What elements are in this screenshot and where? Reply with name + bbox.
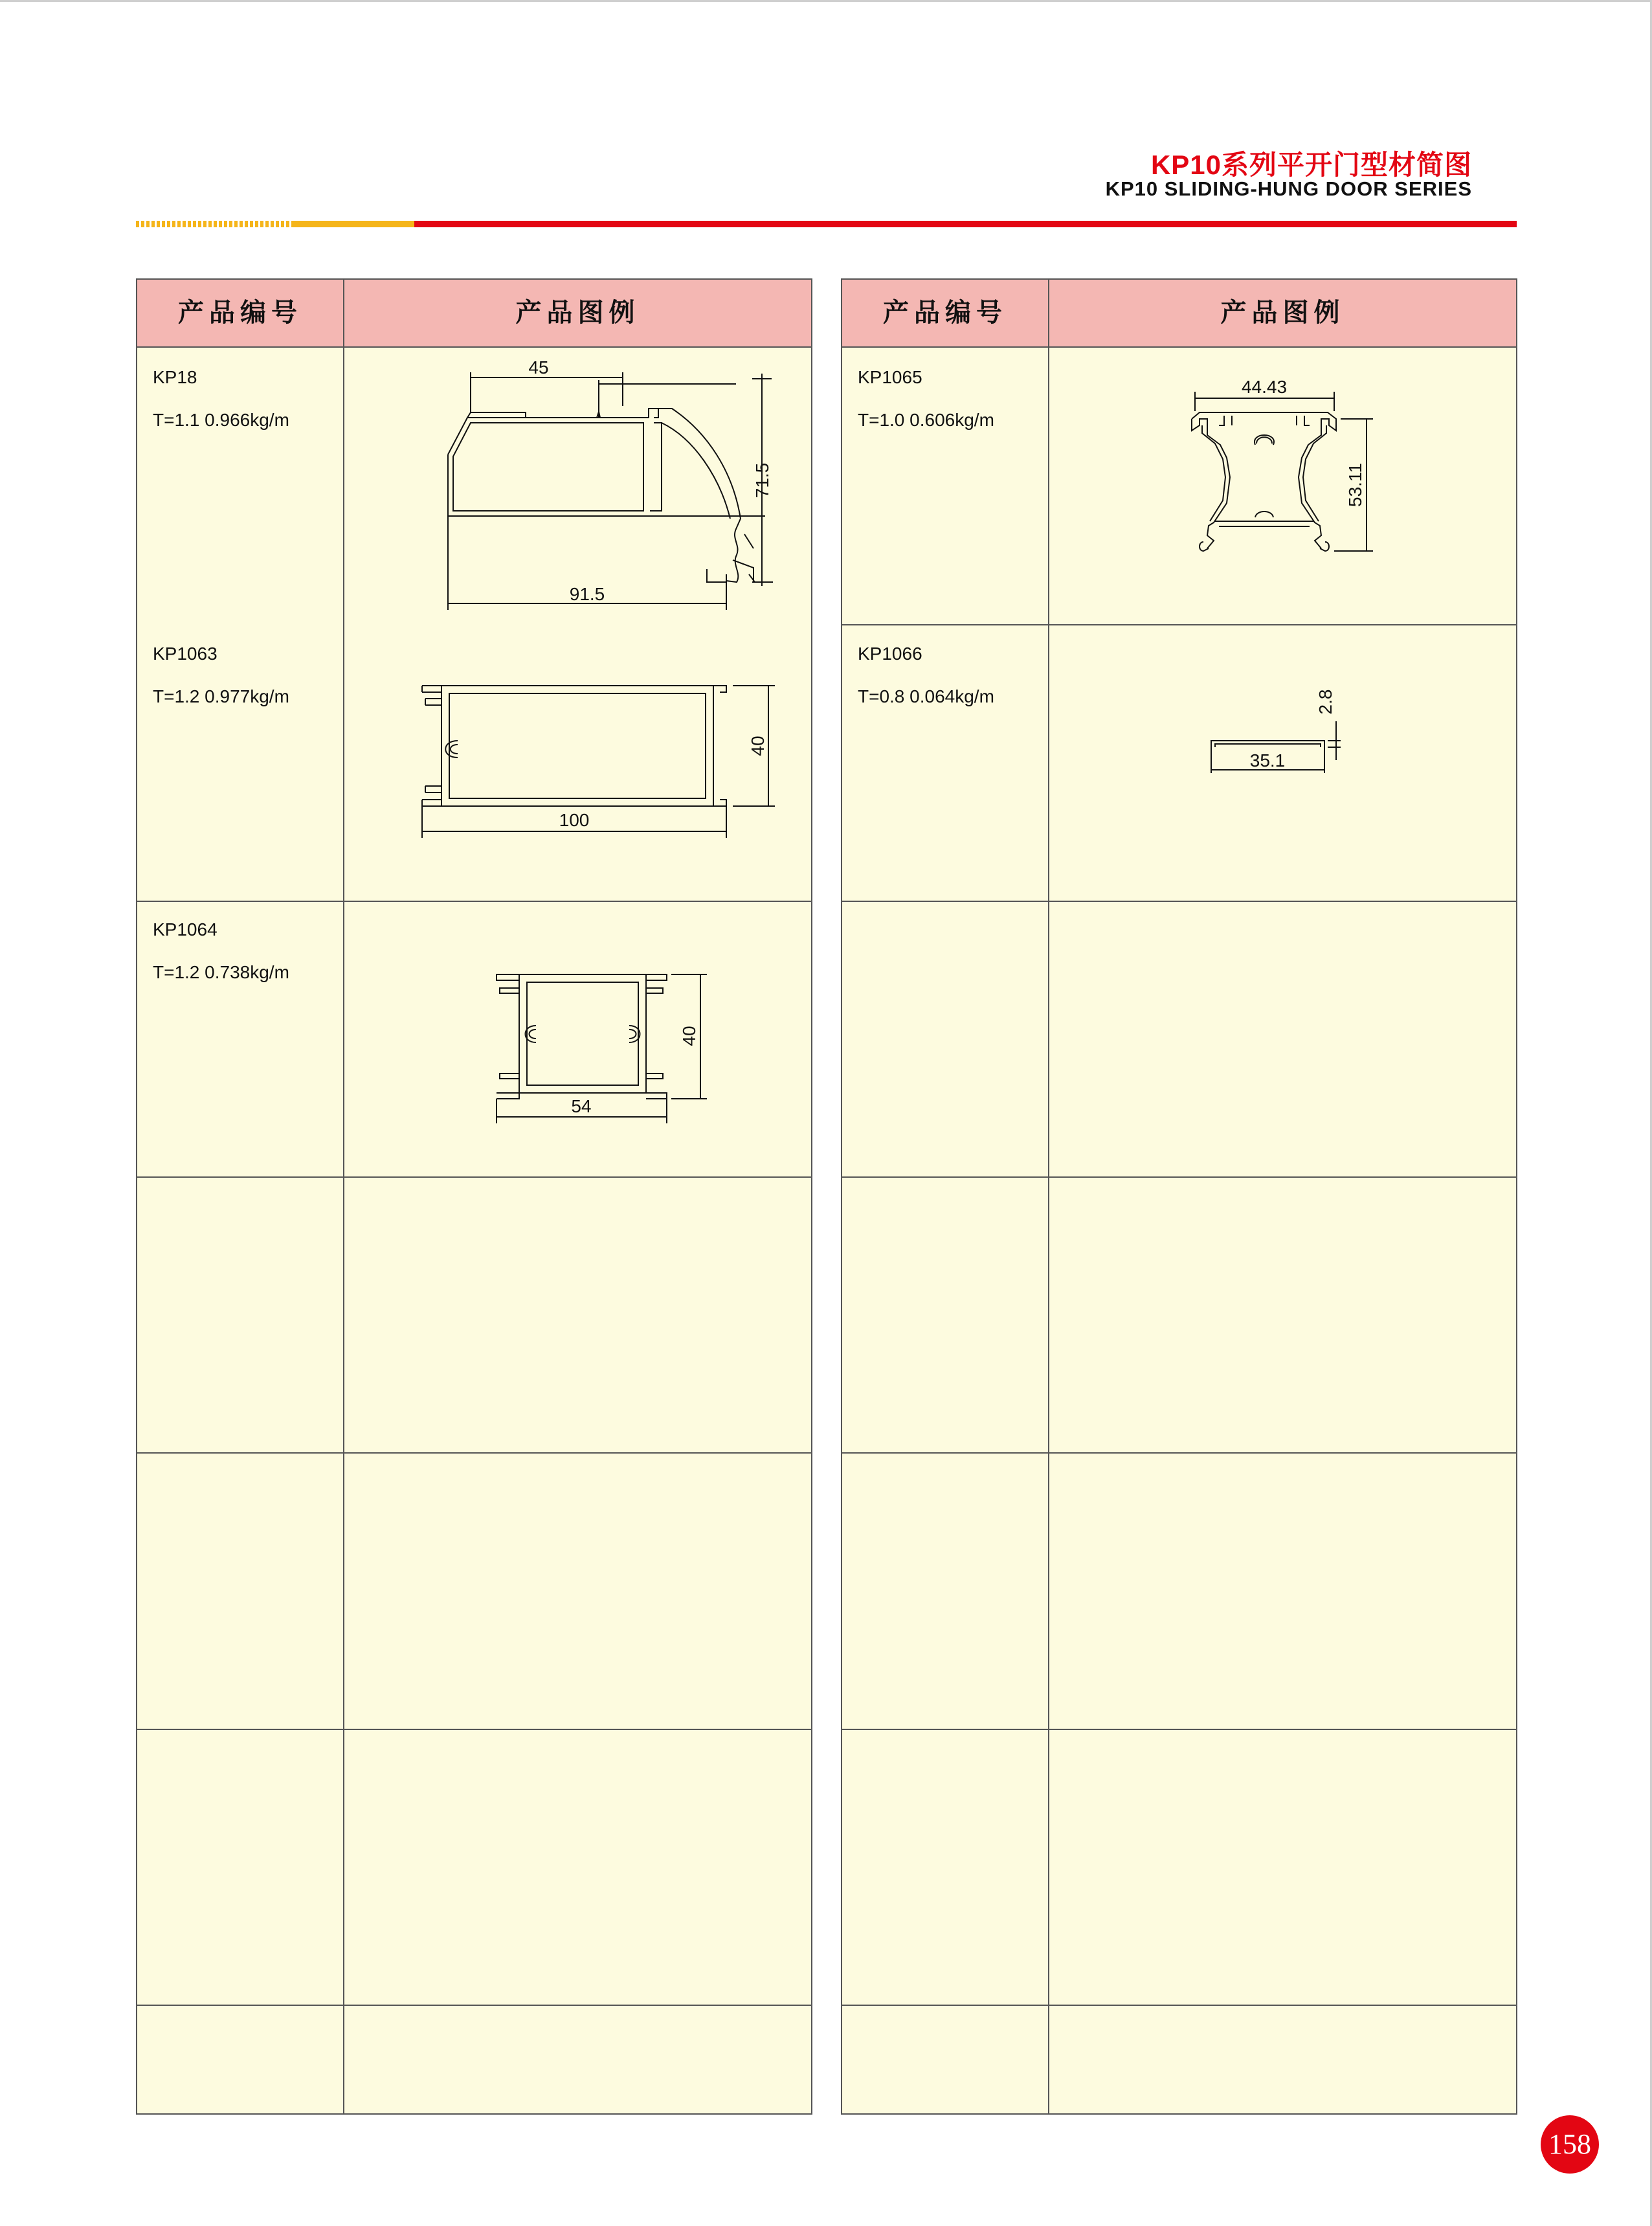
column-header-figure: 产品图例	[1220, 298, 1345, 327]
dimension-label-bottom: 54	[571, 1096, 592, 1116]
column-header-figure: 产品图例	[515, 298, 640, 327]
row-divider	[842, 1452, 1516, 1454]
dimension-label-bottom: 100	[559, 810, 590, 830]
header-rule-red	[414, 221, 1517, 227]
row-divider	[842, 901, 1516, 902]
product-code: KP1065	[858, 367, 922, 387]
table-header-row	[842, 280, 1516, 348]
dimension-label-side: 71.5	[752, 462, 772, 499]
left-product-table	[136, 278, 812, 2115]
right-product-table	[841, 278, 1517, 2115]
profile-drawing-kp1064	[344, 900, 812, 1175]
product-spec: T=1.2 0.977kg/m	[153, 686, 289, 706]
profile-drawing-kp1063	[344, 624, 812, 899]
header-rule-yellow	[295, 221, 414, 227]
dimension-label-bottom: 35.1	[1249, 750, 1286, 770]
column-header-code: 产品编号	[178, 298, 302, 327]
row-divider	[842, 2005, 1516, 2006]
product-code: KP1064	[153, 919, 218, 939]
product-code: KP18	[153, 367, 197, 387]
page-title-en: KP10 SLIDING-HUNG DOOR SERIES	[1105, 177, 1472, 200]
product-spec: T=1.2 0.738kg/m	[153, 962, 289, 982]
dimension-label-side: 40	[748, 736, 768, 756]
row-divider	[137, 2005, 811, 2006]
page-edge-top	[0, 0, 1652, 2]
row-divider	[137, 1729, 811, 1730]
page-number-badge	[1541, 2115, 1599, 2174]
dimension-label-bottom: 91.5	[569, 584, 605, 604]
product-code: KP1066	[858, 644, 922, 664]
dimension-label-side: 53.11	[1345, 463, 1365, 507]
row-divider	[842, 1176, 1516, 1178]
product-code: KP1063	[153, 644, 218, 664]
page-number: 158	[1548, 2128, 1591, 2160]
dimension-label-top: 45	[528, 357, 549, 377]
dimension-label-side: 40	[679, 1026, 699, 1046]
page-title-cn: KP10系列平开门型材简图	[1150, 150, 1472, 180]
dimension-label-side: 2.8	[1315, 689, 1335, 715]
profile-drawing-kp1065	[1049, 348, 1517, 622]
row-divider	[137, 1176, 811, 1178]
product-spec: T=1.1 0.966kg/m	[153, 410, 289, 430]
header-rule-dotted	[136, 221, 295, 227]
profile-drawing-kp1066	[1049, 624, 1517, 899]
row-divider	[842, 1729, 1516, 1730]
profile-drawing-kp18	[344, 348, 812, 622]
dimension-label-top: 44.43	[1241, 377, 1288, 397]
product-spec: T=0.8 0.064kg/m	[858, 686, 994, 706]
row-divider	[137, 1452, 811, 1454]
column-header-code: 产品编号	[883, 298, 1007, 327]
product-spec: T=1.0 0.606kg/m	[858, 410, 994, 430]
table-header-row	[137, 280, 811, 348]
